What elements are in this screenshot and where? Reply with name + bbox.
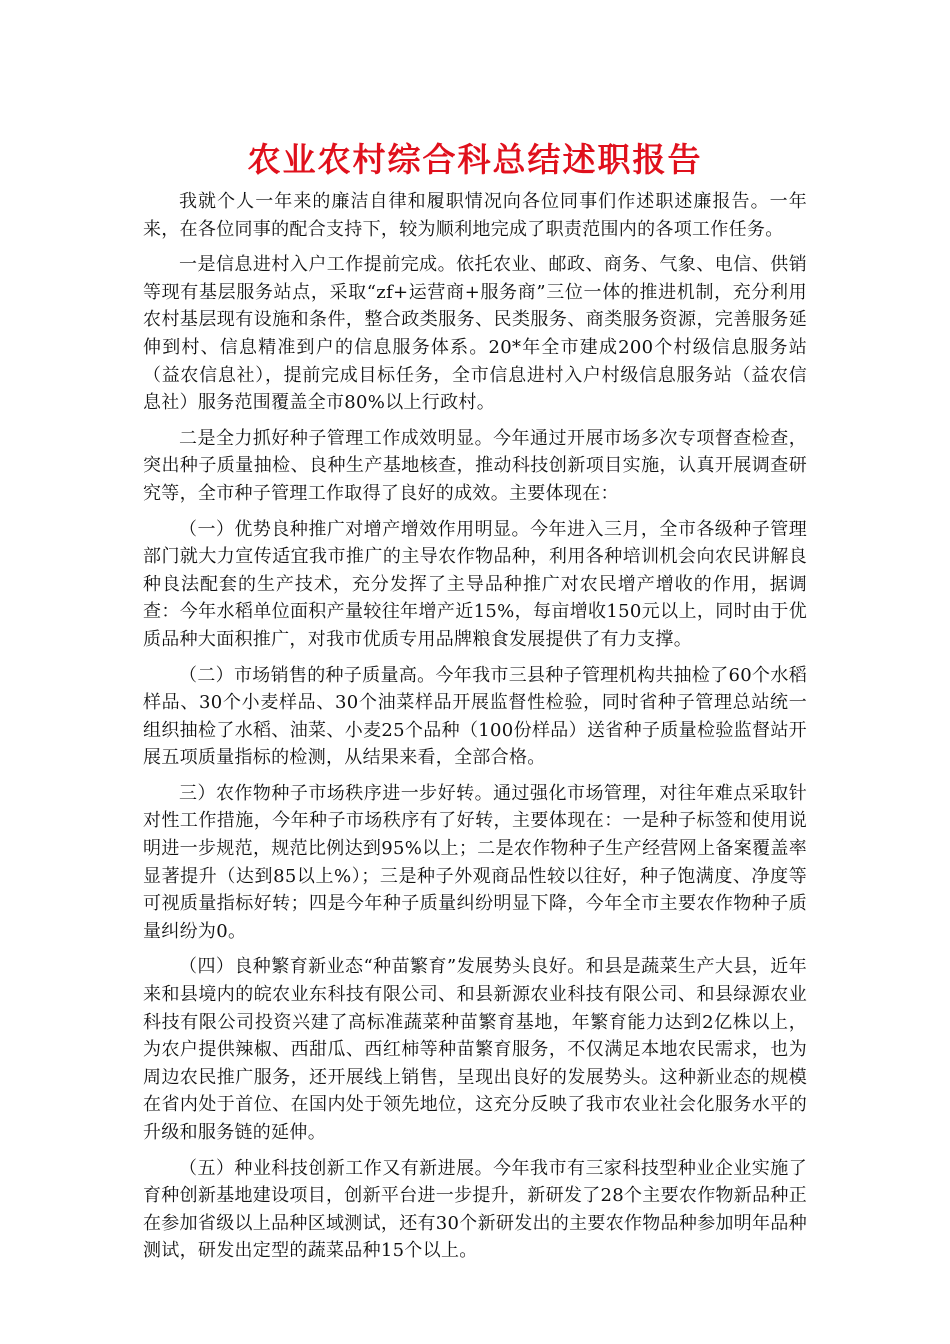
paragraph-item-5: （五）种业科技创新工作又有新进展。今年我市有三家科技型种业企业实施了育种创新基地建设项目，创新平台进一步提升，新研发了28个主要农作物新品种正在参加省级以上品种区域测试，还有30个新研发出的主要农作物品种参加明年品种测试，研发出定型的蔬菜品种15个以上。 — [143, 1157, 808, 1262]
paragraph-item-3: 三）农作物种子市场秩序进一步好转。通过强化市场管理，对往年难点采取针对性工作措施，今年种子市场秩序有了好转，主要体现在：一是种子标签和使用说明进一步规范，规范比例达到95%以上；二是农作物种子生产经营网上备案覆盖率显著提升（达到85以上%）；三是种子外观商品性较以往好，种子饱满度、净度等可视质量指标好转；四是今年种子质量纠纷明显下降，今年全市主要农作物种子质量纠纷为0。 — [143, 782, 807, 942]
paragraph-item-2: （二）市场销售的种子质量高。今年我市三县种子管理机构共抽检了60个水稻样品、30个小麦样品、30个油菜样品开展监督性检验，同时省种子管理总站统一组织抽检了水稻、油菜、小麦25个品种（100份样品）送省种子质量检验监督站开展五项质量指标的检测，从结果来看，全部合格。 — [143, 664, 807, 769]
paragraph-seed-management: 二是全力抓好种子管理工作成效明显。今年通过开展市场多次专项督查检查，突出种子质量抽检、良种生产基地核查，推动科技创新项目实施，认真开展调查研究等，全市种子管理工作取得了良好的成效。主要体现在： — [143, 427, 807, 504]
document-body — [143, 188, 807, 1273]
document-title: 农业农村综合科总结述职报告 — [247, 140, 703, 179]
paragraph-info-village: 一是信息进村入户工作提前完成。依托农业、邮政、商务、气象、电信、供销等现有基层服务站点，采取“zf+运营商+服务商”三位一体的推进机制，充分利用农村基层现有设施和条件，整合政类服务、民类服务、商类服务资源，完善服务延伸到村、信息精准到户的信息服务体系。20*年全市建成200个村级信息服务站（益农信息社），提前完成目标任务，全市信息进村入户村级信息服务站（益农信息社）服务范围覆盖全市80%以上行政村。 — [143, 254, 807, 414]
paragraph-intro: 我就个人一年来的廉洁自律和履职情况向各位同事们作述职述廉报告。一年来，在各位同事的配合支持下，较为顺利地完成了职责范围内的各项工作任务。 — [143, 191, 807, 240]
paragraph-item-1: （一）优势良种推广对增产增效作用明显。今年进入三月，全市各级种子管理部门就大力宣传适宜我市推广的主导农作物品种，利用各种培训机会向农民讲解良种良法配套的生产技术，充分发挥了主导品种推广对农民增产增收的作用，据调查：今年水稻单位面积产量较往年增产近15%，每亩增收150元以上，同时由于优质品种大面积推广，对我市优质专用品牌粮食发展提供了有力支撑。 — [143, 518, 807, 650]
paragraph-item-4: （四）良种繁育新业态“种苗繁育”发展势头良好。和县是蔬菜生产大县，近年来和县境内的皖农业东科技有限公司、和县新源农业科技有限公司、和县绿源农业科技有限公司投资兴建了高标准蔬菜种苗繁育基地，年繁育能力达到2亿株以上，为农户提供辣椒、西甜瓜、西红柿等种苗繁育服务，不仅满足本地农民需求，也为周边农民推广服务，还开展线上销售，呈现出良好的发展势头。这种新业态的规模在省内处于首位、在国内处于领先地位，这充分反映了我市农业社会化服务水平的升级和服务链的延伸。 — [143, 956, 807, 1143]
